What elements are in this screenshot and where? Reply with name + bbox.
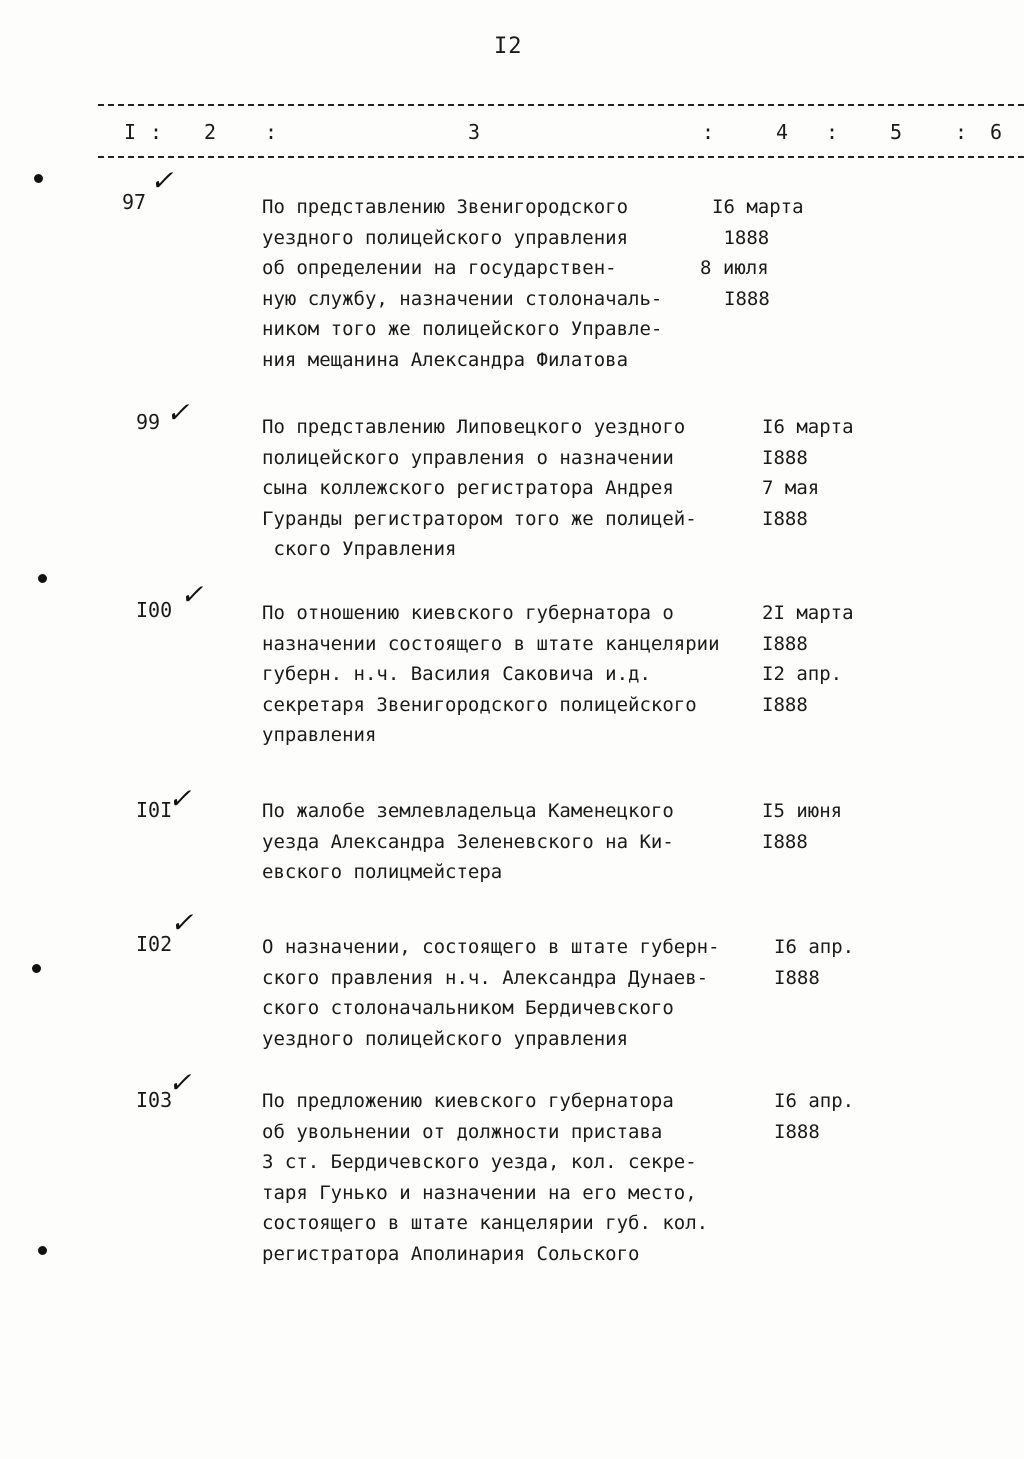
entry-text: По представлению Липовецкого уездного полицейского управления о назначении сына коллежского регистратора Андрея Гуранды регистратором того же полицей- ского Управления (262, 416, 697, 560)
column-header-5: 5 (890, 120, 903, 144)
punch-hole (38, 574, 47, 583)
checkmark-icon: ✓ (180, 578, 204, 611)
entry-dates: I6 апр. I888 (774, 1090, 855, 1143)
page-number: I2 (494, 34, 523, 59)
entry-text: По отношению киевского губернатора о назначении состоящего в штате канцелярии губерн. н.ч. Василия Саковича и.д. секретаря Звенигородского полицейского управления (262, 602, 720, 746)
checkmark-icon: ✓ (168, 1066, 192, 1099)
punch-hole (32, 964, 41, 973)
column-header-1: I (124, 120, 137, 144)
punch-hole (34, 174, 43, 183)
entry-dates: 2I марта I888 I2 апр. I888 (762, 602, 854, 716)
checkmark-icon: ✓ (168, 782, 192, 815)
punch-hole (38, 1246, 47, 1255)
entry-text: По представлению Звенигородского уездного полицейского управления об определении на государствен- ную службу, назначении столоначаль- ником того же полицейского Управле- ния мещанина Александра Филатова (262, 196, 663, 371)
column-header-4: 4 (776, 120, 789, 144)
entry-number: I03 (136, 1088, 173, 1112)
entry-dates: I6 апр. I888 (774, 936, 855, 989)
column-separator: : (955, 120, 968, 144)
entry-dates: I6 марта I888 7 мая I888 (762, 416, 854, 530)
column-separator: : (702, 120, 715, 144)
checkmark-icon: ✓ (170, 906, 194, 939)
entry-number: I02 (136, 932, 173, 956)
entry-number: I0I (136, 798, 173, 822)
entry-dates: I5 июня I888 (762, 800, 843, 853)
header-rule-bottom (98, 156, 1024, 158)
entry-text: По предложению киевского губернатора об увольнении от должности пристава 3 ст. Бердичевского уезда, кол. секре- таря Гунько и назначении на его место, состоящего в штате канцелярии губ. кол. регистратора Аполинария Сольского (262, 1090, 709, 1265)
entry-number: I00 (136, 598, 173, 622)
column-separator: : (826, 120, 839, 144)
entry-dates: I6 марта 1888 8 июля I888 (700, 196, 804, 310)
header-rule-top (98, 104, 1024, 106)
column-separator: : (150, 120, 163, 144)
column-header-2: 2 (204, 120, 217, 144)
column-separator: : (265, 120, 278, 144)
checkmark-icon: ✓ (150, 164, 174, 197)
entry-number: 97 (122, 190, 147, 214)
entry-text: О назначении, состоящего в штате губерн- ского правления н.ч. Александра Дунаев- ского столоначальником Бердичевского уездного полицейского управления (262, 936, 720, 1050)
entry-text: По жалобе землевладельца Каменецкого уезда Александра Зеленевского на Ки- евского полицмейстера (262, 800, 674, 883)
entry-number: 99 (136, 410, 161, 434)
column-header-6: 6 (990, 120, 1003, 144)
checkmark-icon: ✓ (166, 396, 190, 429)
column-header-3: 3 (468, 120, 481, 144)
